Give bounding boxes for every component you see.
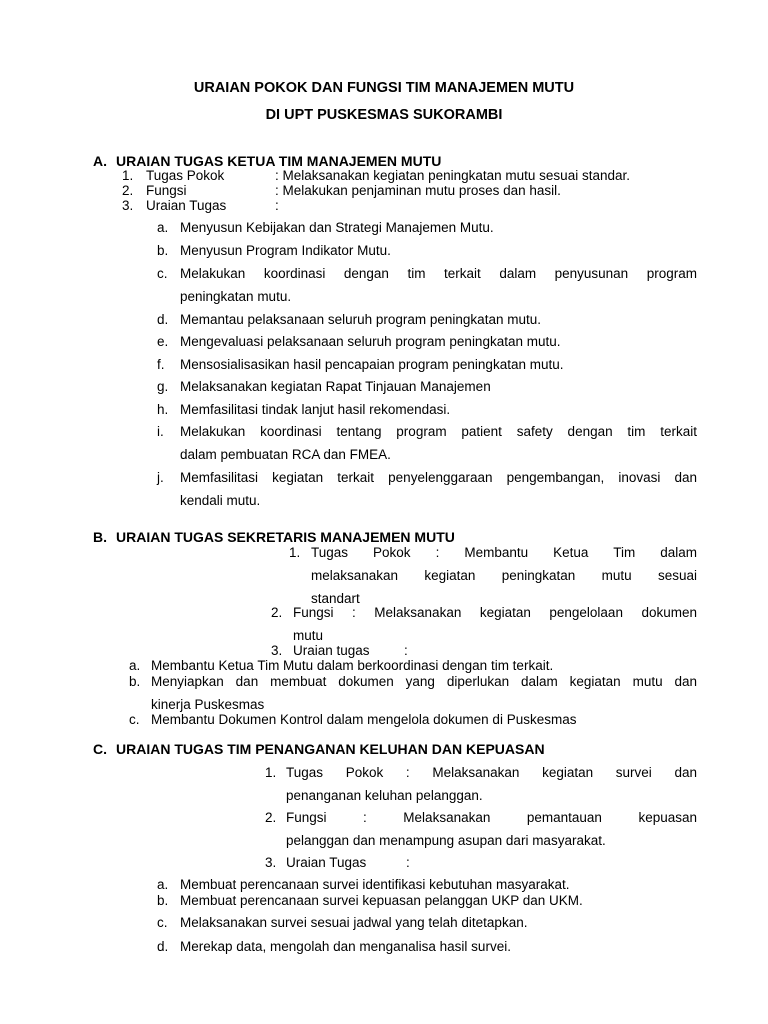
- c-task-c-letter: c.: [157, 915, 168, 930]
- a-task-c-text-1: Melakukan koordinasi dengan tim terkait dalam penyusunan program: [180, 266, 697, 281]
- a-task-i-letter: i.: [157, 424, 164, 439]
- b-item2-line1: Fungsi : Melaksanakan kegiatan pengelolaan dokumen: [293, 605, 697, 620]
- a-task-g-letter: g.: [157, 379, 169, 394]
- b-item1-line3: standart: [311, 591, 360, 606]
- b-task-a-text: Membantu Ketua Tim Mutu dalam berkoordinasi dengan tim terkait.: [151, 658, 554, 673]
- a-item1-num: 1.: [122, 168, 134, 183]
- a-task-f-text: Mensosialisasikan hasil pencapaian program peningkatan mutu.: [180, 357, 564, 372]
- a-task-e-text: Mengevaluasi pelaksanaan seluruh program peningkatan mutu.: [180, 334, 561, 349]
- b-item3-label: Uraian tugas: [293, 643, 370, 658]
- b-item1-line2: melaksanakan kegiatan peningkatan mutu sesuai: [311, 568, 697, 583]
- c-item2-line2: pelanggan dan menampung asupan dari masyarakat.: [286, 833, 606, 848]
- b-item2-line2: mutu: [293, 628, 324, 643]
- a-task-c-letter: c.: [157, 266, 168, 281]
- c-item3-colon: :: [406, 855, 410, 870]
- c-item1-num: 1.: [265, 765, 277, 780]
- c-item1-line2: penanganan keluhan pelanggan.: [286, 788, 483, 803]
- c-item3-num: 3.: [265, 855, 277, 870]
- a-task-i-text-1: Melakukan koordinasi tentang program patient safety dengan tim terkait: [180, 424, 697, 439]
- c-task-a-letter: a.: [157, 877, 169, 892]
- a-task-j-letter: j.: [157, 470, 164, 485]
- a-item3-value: :: [275, 198, 279, 213]
- a-task-f-letter: f.: [157, 357, 165, 372]
- c-task-d-text: Merekap data, mengolah dan menganalisa hasil survei.: [180, 939, 511, 954]
- b-item3-num: 3.: [271, 643, 283, 658]
- a-task-a-letter: a.: [157, 220, 169, 235]
- b-task-c-text: Membantu Dokumen Kontrol dalam mengelola dokumen di Puskesmas: [151, 712, 577, 727]
- a-item2-num: 2.: [122, 183, 134, 198]
- c-item2-line1: Fungsi : Melaksanakan pemantauan kepuasan: [286, 810, 697, 825]
- section-c-heading: URAIAN TUGAS TIM PENANGANAN KELUHAN DAN KEPUASAN: [116, 741, 545, 757]
- a-task-h-text: Memfasilitasi tindak lanjut hasil rekomendasi.: [180, 402, 451, 417]
- section-b-heading: URAIAN TUGAS SEKRETARIS MANAJEMEN MUTU: [116, 529, 455, 545]
- section-a-letter: A.: [93, 153, 107, 169]
- a-task-i-text-2: dalam pembuatan RCA dan FMEA.: [180, 447, 391, 462]
- a-item1-label: Tugas Pokok: [146, 168, 225, 183]
- b-item3-colon: :: [404, 643, 408, 658]
- b-item2-num: 2.: [271, 605, 283, 620]
- a-task-d-text: Memantau pelaksanaan seluruh program peningkatan mutu.: [180, 312, 541, 327]
- c-item2-num: 2.: [265, 810, 277, 825]
- a-item2-value: : Melakukan penjaminan mutu proses dan hasil.: [275, 183, 561, 198]
- a-task-b-letter: b.: [157, 243, 169, 258]
- section-b-letter: B.: [93, 529, 107, 545]
- a-item3-num: 3.: [122, 198, 134, 213]
- a-task-j-text-1: Memfasilitasi kegiatan terkait penyelenggaraan pengembangan, inovasi dan: [180, 470, 697, 485]
- document-title-line2: DI UPT PUSKESMAS SUKORAMBI: [265, 107, 503, 123]
- a-task-j-text-2: kendali mutu.: [180, 493, 261, 508]
- a-task-c-text-2: peningkatan mutu.: [180, 289, 292, 304]
- a-item2-label: Fungsi: [146, 183, 187, 198]
- a-task-d-letter: d.: [157, 312, 169, 327]
- a-item3-label: Uraian Tugas: [146, 198, 227, 213]
- c-task-a-text: Membuat perencanaan survei identifikasi kebutuhan masyarakat.: [180, 877, 570, 892]
- b-task-b-letter: b.: [129, 674, 141, 689]
- c-task-d-letter: d.: [157, 939, 169, 954]
- a-item1-value: : Melaksanakan kegiatan peningkatan mutu sesuai standar.: [275, 168, 630, 183]
- c-task-b-text: Membuat perencanaan survei kepuasan pelanggan UKP dan UKM.: [180, 893, 583, 908]
- a-task-b-text: Menyusun Program Indikator Mutu.: [180, 243, 391, 258]
- document-title-line1: URAIAN POKOK DAN FUNGSI TIM MANAJEMEN MUTU: [193, 80, 575, 96]
- c-item3-label: Uraian Tugas: [286, 855, 367, 870]
- b-task-b-text-2: kinerja Puskesmas: [151, 697, 265, 712]
- b-task-b-text-1: Menyiapkan dan membuat dokumen yang diperlukan dalam kegiatan mutu dan: [151, 674, 697, 689]
- a-task-e-letter: e.: [157, 334, 169, 349]
- c-task-b-letter: b.: [157, 893, 169, 908]
- a-task-a-text: Menyusun Kebijakan dan Strategi Manajemen Mutu.: [180, 220, 494, 235]
- a-task-g-text: Melaksanakan kegiatan Rapat Tinjauan Manajemen: [180, 379, 491, 394]
- section-a-heading: URAIAN TUGAS KETUA TIM MANAJEMEN MUTU: [116, 153, 442, 169]
- c-task-c-text: Melaksanakan survei sesuai jadwal yang telah ditetapkan.: [180, 915, 528, 930]
- b-task-c-letter: c.: [129, 712, 140, 727]
- c-item1-line1: Tugas Pokok : Melaksanakan kegiatan survei dan: [286, 765, 697, 780]
- section-c-letter: C.: [93, 741, 107, 757]
- a-task-h-letter: h.: [157, 402, 169, 417]
- b-item1-num: 1.: [289, 545, 301, 560]
- b-task-a-letter: a.: [129, 658, 141, 673]
- b-item1-line1: Tugas Pokok : Membantu Ketua Tim dalam: [311, 545, 697, 560]
